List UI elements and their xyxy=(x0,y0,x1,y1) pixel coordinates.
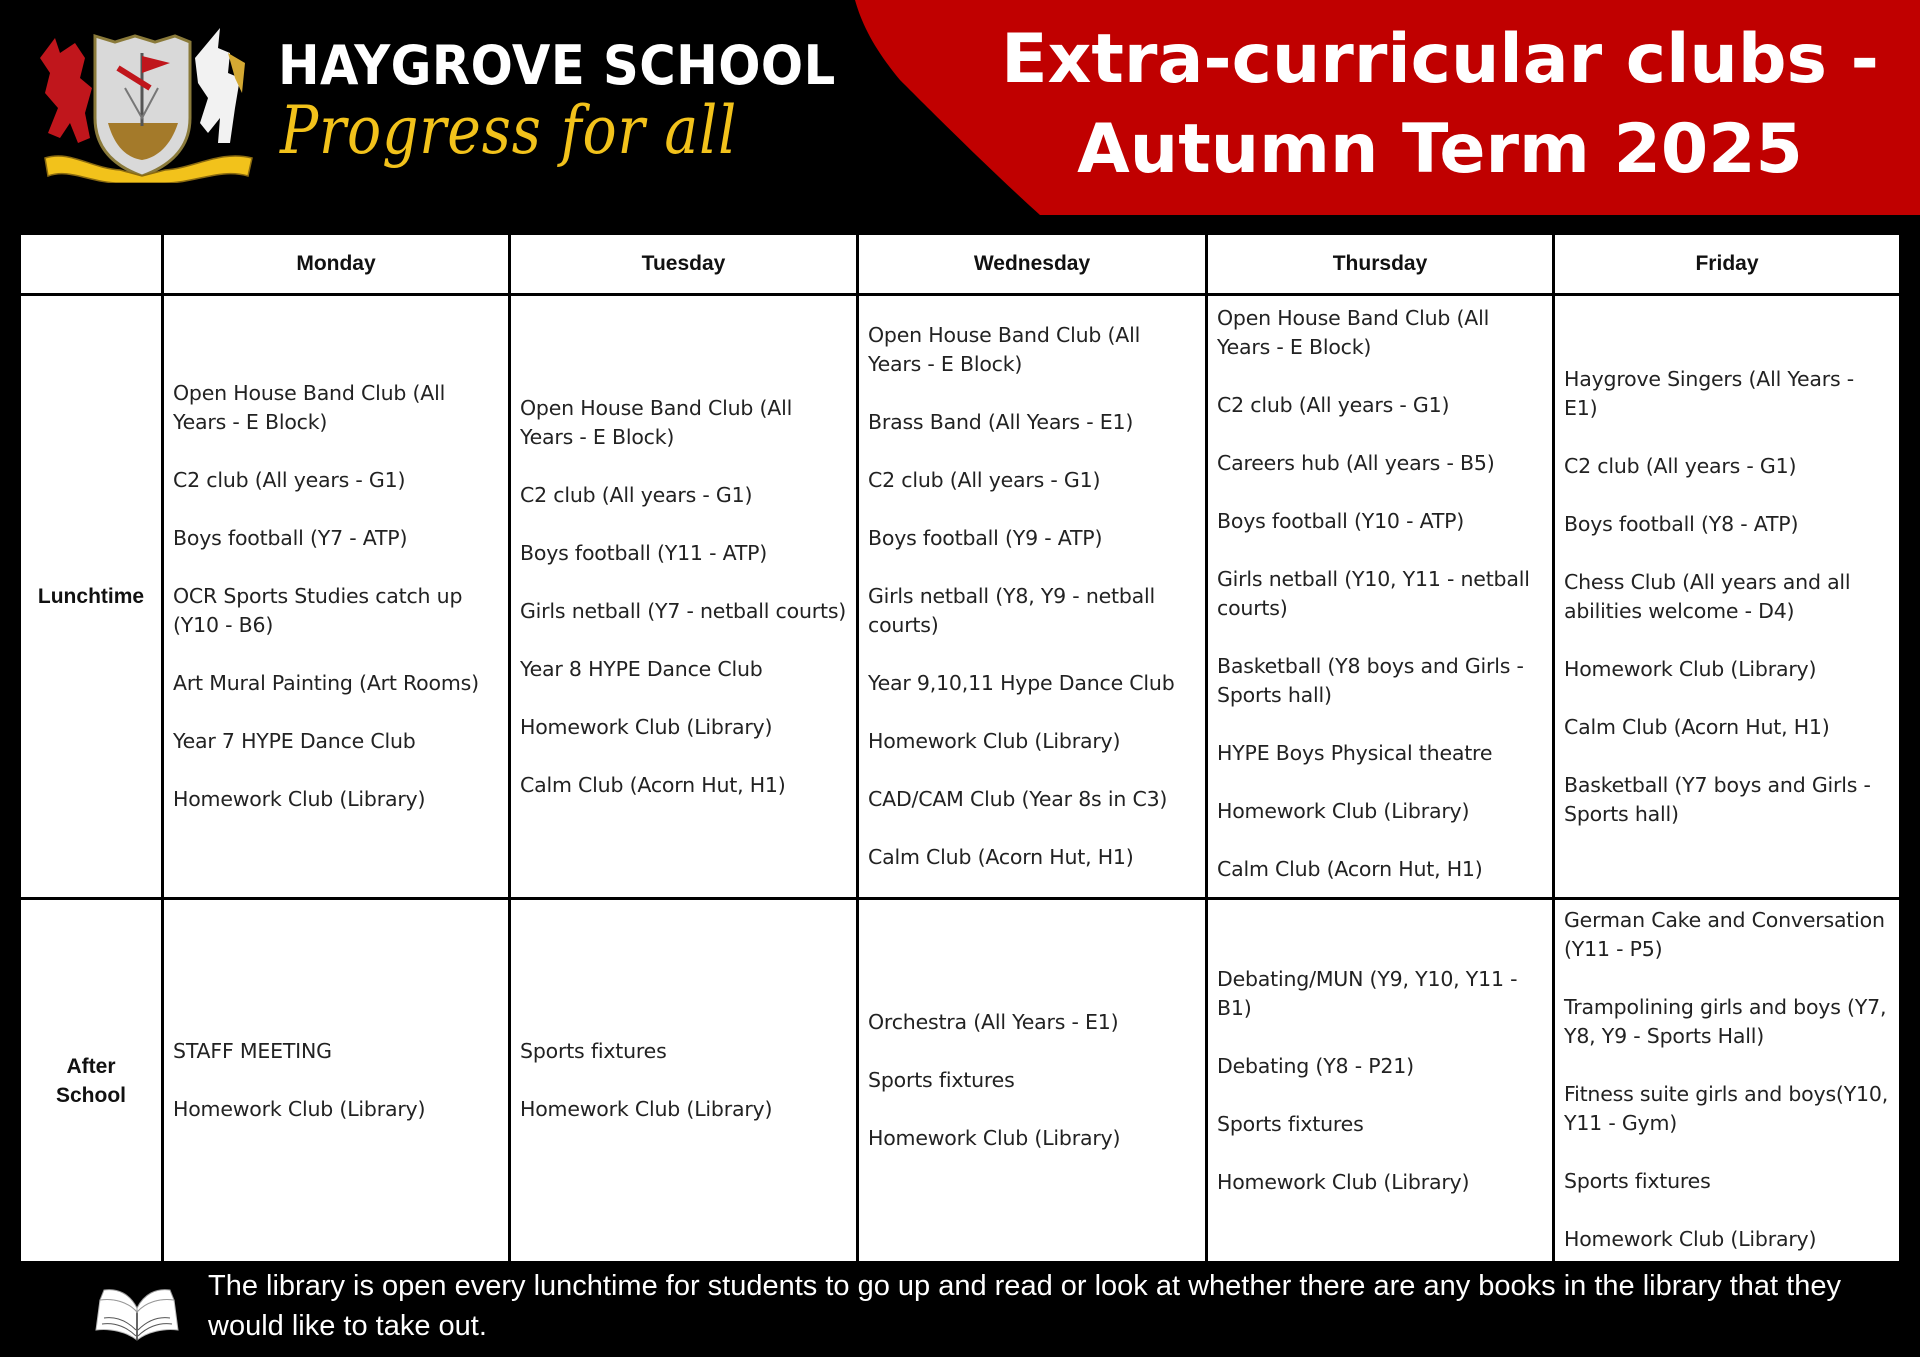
day-header-tuesday: Tuesday xyxy=(510,234,858,295)
after-school-thursday xyxy=(1207,899,1554,1263)
row-label-line: School xyxy=(55,1083,126,1107)
club-list xyxy=(520,394,848,800)
club-list xyxy=(1217,304,1544,884)
clubs-timetable xyxy=(18,232,1902,1264)
club-item: Sports fixtures xyxy=(520,1039,667,1063)
club-item: Boys football (Y7 - ATP) xyxy=(173,526,408,550)
club-list xyxy=(520,1037,848,1124)
lunchtime-wednesday xyxy=(858,295,1207,899)
club-item: Calm Club (Acorn Hut, H1) xyxy=(1564,714,1830,739)
club-item: Homework Club (Library) xyxy=(173,787,426,811)
club-list xyxy=(868,1008,1197,1153)
club-item: Calm Club (Acorn Hut, H1) xyxy=(520,772,786,797)
club-item: C2 club (All years - G1) xyxy=(1217,393,1450,417)
title-line-1: Extra-curricular clubs - xyxy=(1001,20,1879,99)
open-book-icon xyxy=(92,1284,182,1344)
page-title xyxy=(1000,15,1880,195)
club-item: C2 club (All years - G1) xyxy=(173,468,406,492)
library-notice: The library is open every lunchtime for students to go up and read or look at whether there are any books in the library that they would like to take out. xyxy=(208,1270,1841,1342)
club-item: Basketball (Y7 boys and Girls - Sports hall) xyxy=(1564,772,1871,826)
club-item: Year 8 HYPE Dance Club xyxy=(520,656,763,681)
club-item: Boys football (Y9 - ATP) xyxy=(868,526,1103,550)
after-school-wednesday xyxy=(858,899,1207,1263)
title-line-2: Autumn Term 2025 xyxy=(1077,110,1803,189)
club-item: Homework Club (Library) xyxy=(1564,1227,1817,1251)
lunchtime-friday xyxy=(1554,295,1901,899)
day-header-wednesday: Wednesday xyxy=(858,234,1207,295)
club-item: Homework Club (Library) xyxy=(868,729,1121,753)
club-item: Brass Band (All Years - E1) xyxy=(868,410,1134,434)
club-list xyxy=(173,379,500,814)
school-name: HAYGROVE SCHOOL xyxy=(278,34,836,97)
after-school-monday xyxy=(163,899,510,1263)
club-item: Year 9,10,11 Hype Dance Club xyxy=(868,671,1175,695)
club-item: Homework Club (Library) xyxy=(520,1097,773,1121)
club-item: Sports fixtures xyxy=(1564,1169,1711,1193)
club-item: Homework Club (Library) xyxy=(173,1097,426,1121)
club-item: Open House Band Club (All Years - E Block) xyxy=(173,381,446,434)
club-item: Calm Club (Acorn Hut, H1) xyxy=(1217,857,1483,881)
corner-cell xyxy=(20,234,163,295)
after-school-tuesday xyxy=(510,899,858,1263)
club-item: Sports fixtures xyxy=(868,1068,1015,1092)
day-header-monday: Monday xyxy=(163,234,510,295)
club-list xyxy=(868,321,1197,872)
day-header-thursday: Thursday xyxy=(1207,234,1554,295)
school-crest-logo xyxy=(30,18,265,183)
row-label-line: After xyxy=(66,1054,116,1078)
club-item: Art Mural Painting (Art Rooms) xyxy=(173,671,479,695)
club-item: Sports fixtures xyxy=(1217,1111,1364,1136)
club-item: Girls netball (Y10, Y11 - netball courts) xyxy=(1217,567,1530,620)
club-item: HYPE Boys Physical theatre xyxy=(1217,741,1493,765)
row-label-after-school xyxy=(20,899,163,1263)
school-motto: Progress for all xyxy=(280,92,738,169)
club-list xyxy=(1217,965,1544,1197)
club-item: Debating/MUN (Y9, Y10, Y11 - B1) xyxy=(1217,966,1518,1020)
club-item: Homework Club (Library) xyxy=(868,1126,1121,1150)
row-label-lunchtime: Lunchtime xyxy=(20,295,163,899)
lunchtime-row xyxy=(20,295,1901,899)
lunchtime-monday xyxy=(163,295,510,899)
club-item: CAD/CAM Club (Year 8s in C3) xyxy=(868,787,1168,811)
club-item: Year 7 HYPE Dance Club xyxy=(173,729,416,753)
lunchtime-tuesday xyxy=(510,295,858,899)
club-list xyxy=(1564,906,1891,1254)
club-item: Open House Band Club (All Years - E Block) xyxy=(520,395,793,449)
club-item: Boys football (Y8 - ATP) xyxy=(1564,511,1799,536)
club-item: German Cake and Conversation (Y11 - P5) xyxy=(1564,908,1885,961)
club-item: Fitness suite girls and boys(Y10, Y11 - Gym) xyxy=(1564,1082,1889,1135)
club-item: Homework Club (Library) xyxy=(1564,656,1817,681)
club-item: Boys football (Y11 - ATP) xyxy=(520,540,768,565)
club-item: Haygrove Singers (All Years - E1) xyxy=(1564,366,1854,420)
club-item: Basketball (Y8 boys and Girls - Sports hall) xyxy=(1217,654,1524,707)
club-list xyxy=(1564,365,1891,829)
club-item: C2 club (All years - G1) xyxy=(868,468,1101,492)
club-item: Careers hub (All years - B5) xyxy=(1217,451,1495,475)
club-item: Girls netball (Y8, Y9 - netball courts) xyxy=(868,584,1156,637)
club-item: Debating (Y8 - P21) xyxy=(1217,1053,1414,1078)
club-item: Boys football (Y10 - ATP) xyxy=(1217,509,1465,533)
lunchtime-thursday xyxy=(1207,295,1554,899)
club-item: Orchestra (All Years - E1) xyxy=(868,1010,1119,1034)
club-item: Trampolining girls and boys (Y7, Y8, Y9 - Sports Hall) xyxy=(1564,995,1887,1048)
club-item: Calm Club (Acorn Hut, H1) xyxy=(868,845,1134,869)
club-item: Open House Band Club (All Years - E Block) xyxy=(868,323,1141,376)
header-banner xyxy=(0,0,1920,225)
club-item: Chess Club (All years and all abilities welcome - D4) xyxy=(1564,569,1851,623)
club-item: Open House Band Club (All Years - E Block) xyxy=(1217,306,1490,359)
club-item: C2 club (All years - G1) xyxy=(1564,453,1797,478)
club-item: Homework Club (Library) xyxy=(1217,799,1470,823)
club-list xyxy=(173,1037,500,1124)
club-item: Homework Club (Library) xyxy=(520,714,773,739)
after-school-friday xyxy=(1554,899,1901,1263)
club-item: Homework Club (Library) xyxy=(1217,1169,1470,1194)
day-header-row xyxy=(20,234,1901,295)
after-school-row xyxy=(20,899,1901,1263)
club-item: Girls netball (Y7 - netball courts) xyxy=(520,598,847,623)
day-header-friday: Friday xyxy=(1554,234,1901,295)
club-item: C2 club (All years - G1) xyxy=(520,482,753,507)
club-item: OCR Sports Studies catch up (Y10 - B6) xyxy=(173,584,463,637)
club-item: STAFF MEETING xyxy=(173,1039,332,1063)
